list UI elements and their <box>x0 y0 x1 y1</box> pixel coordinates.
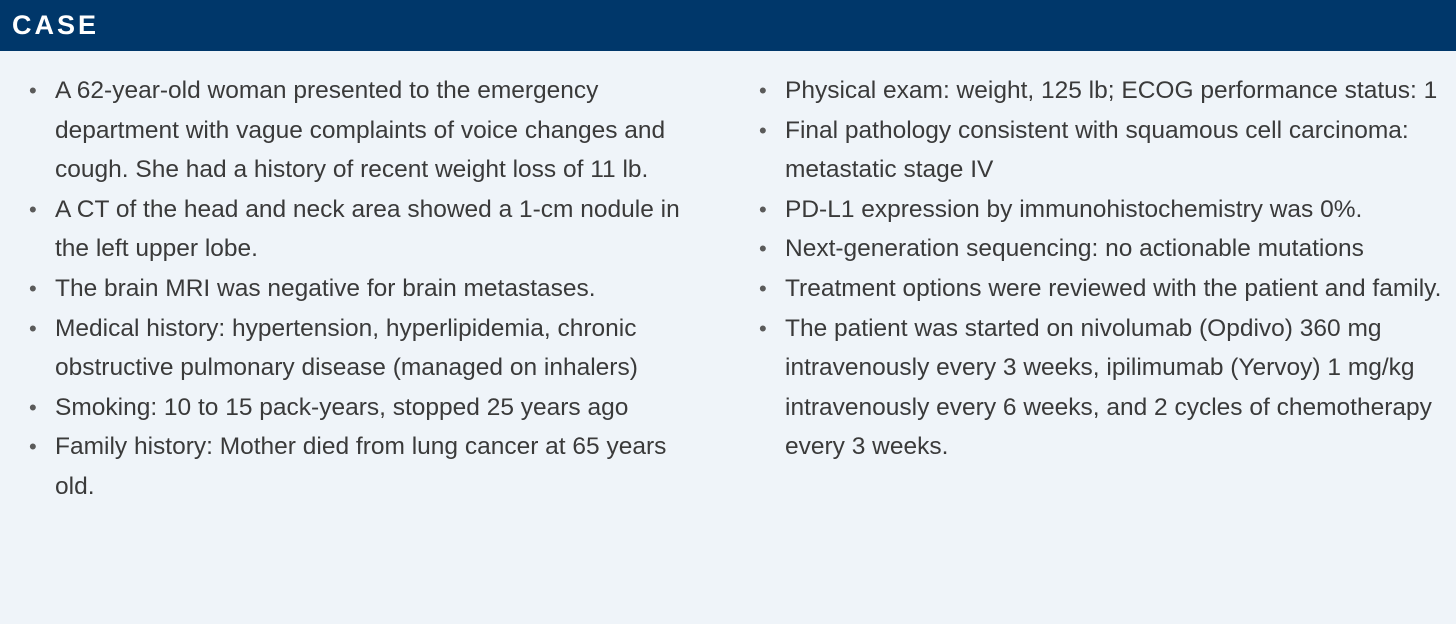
bullet-icon: • <box>29 196 37 222</box>
left-column <box>29 71 699 507</box>
bullet-text: PD-L1 expression by immunohistochemistry was 0%. <box>785 195 1363 223</box>
bullet-icon: • <box>759 315 767 341</box>
bullet-item <box>759 309 1449 467</box>
case-content <box>0 71 1456 624</box>
bullet-text: Family history: Mother died from lung cancer at 65 years old. <box>55 433 667 500</box>
bullet-text: The patient was started on nivolumab (Opdivo) 360 mg intravenously every 3 weeks, ipilimumab (Yervoy) 1 mg/kg intravenously every 6 weeks, and 2 cycles of chemotherapy every 3 weeks. <box>785 314 1432 461</box>
bullet-item <box>29 71 699 190</box>
bullet-icon: • <box>759 117 767 143</box>
bullet-item <box>29 388 699 428</box>
bullet-text: Medical history: hypertension, hyperlipidemia, chronic obstructive pulmonary disease (managed on inhalers) <box>55 314 638 382</box>
bullet-icon: • <box>759 196 767 222</box>
bullet-icon: • <box>759 275 767 301</box>
bullet-item <box>759 269 1449 309</box>
bullet-icon: • <box>759 78 767 103</box>
bullet-text: Final pathology consistent with squamous cell carcinoma: metastatic stage IV <box>785 116 1409 184</box>
bullet-text: Smoking: 10 to 15 pack-years, stopped 25 years ago <box>55 393 629 421</box>
right-column <box>759 71 1449 467</box>
case-header <box>0 0 1456 51</box>
bullet-text: Treatment options were reviewed with the patient and family. <box>785 274 1442 302</box>
bullet-text: The brain MRI was negative for brain metastases. <box>55 274 596 302</box>
case-title: CASE <box>12 10 100 40</box>
bullet-item <box>29 427 699 506</box>
bullet-item <box>759 229 1449 269</box>
bullet-item <box>29 190 699 269</box>
bullet-text: A CT of the head and neck area showed a 1-cm nodule in the left upper lobe. <box>55 195 680 263</box>
bullet-text: Next-generation sequencing: no actionable mutations <box>785 235 1364 263</box>
bullet-text: Physical exam: weight, 125 lb; ECOG performance status: 1 <box>785 77 1438 104</box>
bullet-text: A 62-year-old woman presented to the emergency department with vague complaints of voice changes and cough. She had a history of recent weight loss of 11 lb. <box>55 77 666 184</box>
bullet-item <box>29 309 699 388</box>
bullet-icon: • <box>29 434 37 460</box>
bullet-item <box>29 269 699 309</box>
bullet-icon: • <box>29 275 37 301</box>
bullet-icon: • <box>29 315 37 341</box>
bullet-item <box>759 71 1449 111</box>
bullet-icon: • <box>29 394 37 420</box>
bullet-icon: • <box>29 78 37 103</box>
bullet-item <box>759 190 1449 230</box>
bullet-item <box>759 111 1449 190</box>
bullet-icon: • <box>759 236 767 262</box>
